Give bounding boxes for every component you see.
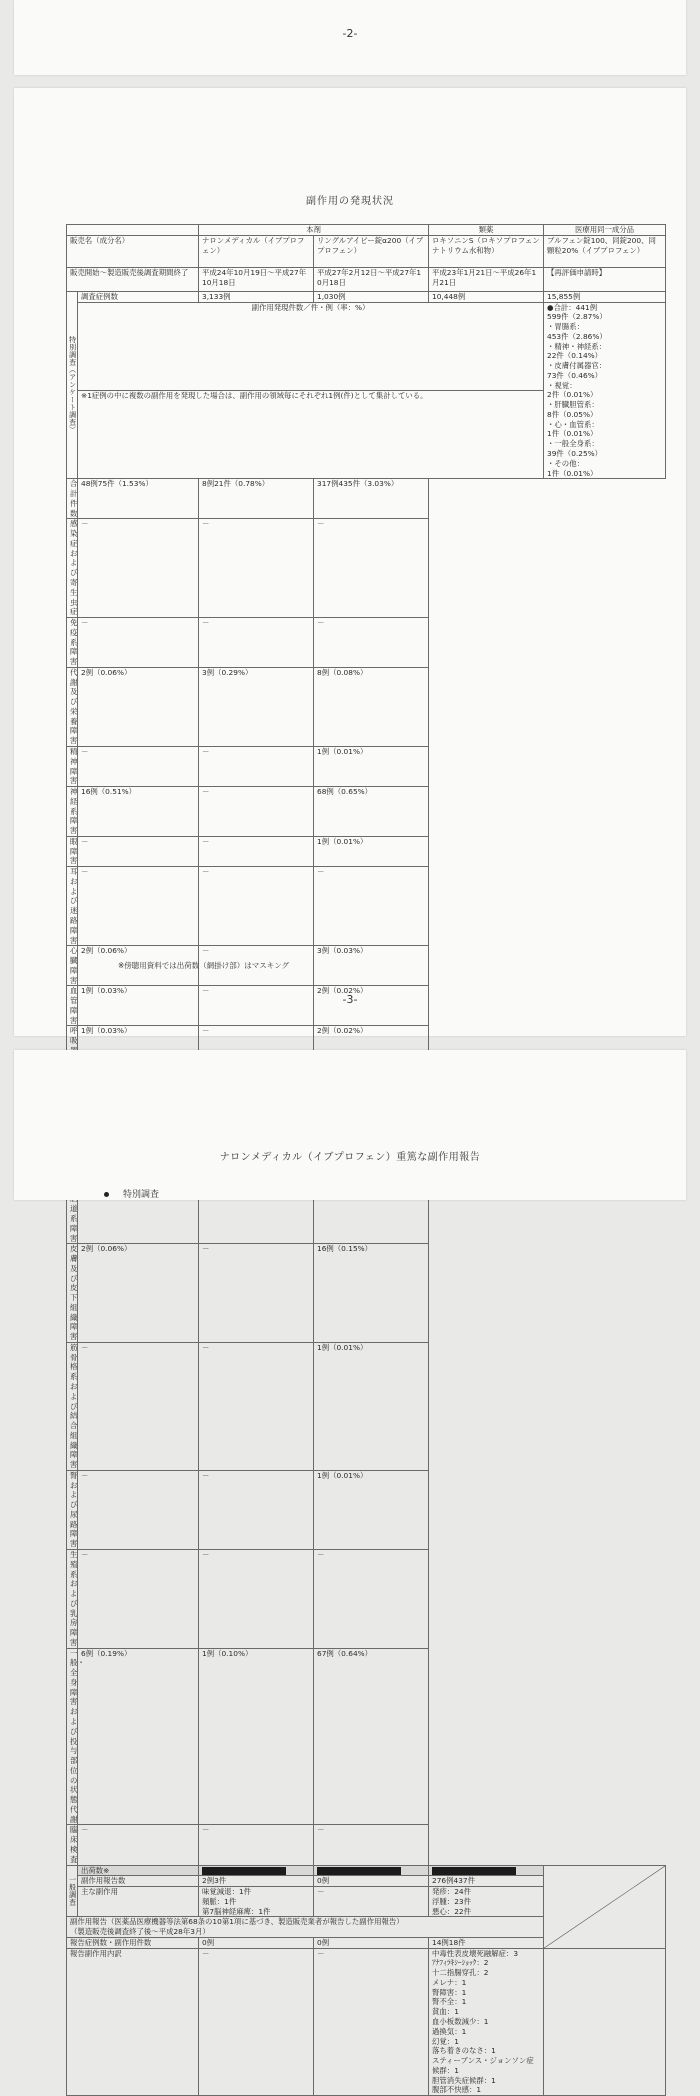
summary-line: 2件（0.01%） (547, 390, 598, 400)
tokubetsu-section-label: 特別調査（アンケート調査） (67, 291, 78, 479)
table-cell: 2例（0.02%） (314, 1026, 429, 1144)
table-cell: 67例（0.64%） (314, 1648, 429, 1825)
table-cell: 0例 (314, 1876, 429, 1887)
bullet-item (104, 1187, 159, 1200)
table-cell: － (78, 867, 199, 946)
table-cell: － (78, 519, 199, 618)
row-label: 腎および尿路障害 (67, 1470, 78, 1549)
bullet-text: 特別調査 (123, 1190, 160, 1200)
row-label: 神経系障害 (67, 787, 78, 837)
table-cell: － (199, 618, 314, 668)
summary-line: 39件（0.25%） (547, 449, 603, 459)
hatsugen-note: ※1症例の中に複数の副作用を発現した場合は、副作用の領域毎にそれぞれ1例(件)として集計している。 (78, 390, 544, 478)
table-cell: 2例（0.06%） (78, 667, 199, 746)
row-label: 代謝及び栄養障害 (67, 667, 78, 746)
table-cell: 平成23年1月21日～平成26年1月21日 (429, 267, 544, 291)
table-cell: 3,133例 (199, 291, 314, 302)
row-label: 耳および迷路障害 (67, 867, 78, 946)
summary-line: ・皮膚付属器官： (547, 361, 607, 371)
row-label: 筋骨格系および結合組織障害 (67, 1342, 78, 1470)
table-cell: 1例（0.03%） (78, 986, 199, 1026)
table-cell: 平成24年10月19日～平成27年10月18日 (199, 267, 314, 291)
table-row (67, 302, 666, 390)
table-cell: 3例（0.29%） (199, 667, 314, 746)
table-row (67, 867, 666, 946)
douitsu-summary (544, 302, 666, 479)
row-label: 副作用報告数 (78, 1876, 199, 1887)
header-ruiyaku: 類薬 (429, 225, 544, 236)
summary-line: ・胃腸系： (547, 322, 584, 332)
row-label: 販売名（成分名） (67, 235, 199, 267)
table-row (67, 1550, 666, 1649)
table-row (67, 746, 666, 786)
table-cell: 14例18件 (429, 1937, 544, 1948)
table-cell: 16例（0.15%） (314, 1244, 429, 1343)
table-cell: ロキソニンS（ロキソプロフェンナトリウム水和物） (429, 235, 544, 267)
table-cell: － (199, 787, 314, 837)
table-row (67, 618, 666, 668)
table-cell: 276例437件 (429, 1876, 544, 1887)
table-cell: － (78, 1470, 199, 1549)
table-cell: 10,448例 (429, 291, 544, 302)
summary-line: ・肝臓胆管系： (547, 400, 599, 410)
table-row (67, 1470, 666, 1549)
table-cell: － (199, 1948, 314, 2095)
table-cell: － (199, 1825, 314, 1865)
table-row (67, 836, 666, 866)
summary-line: ・その他： (547, 458, 584, 468)
hatsugen-header: 副作用発現件数／件・例（率：%） (78, 302, 544, 390)
table-cell: － (199, 986, 314, 1026)
table-cell: － (78, 1825, 199, 1865)
summary-line: ●合計：441例 (547, 302, 598, 312)
table-cell: － (78, 836, 199, 866)
table-cell: 0例 (199, 1937, 314, 1948)
row-label: 報告症例数・副作用件数 (67, 1937, 199, 1948)
table-cell: 8例（0.08%） (314, 667, 429, 746)
table-cell: － (314, 867, 429, 946)
table-cell: － (314, 1948, 429, 2095)
table-cell: 2例（0.02%） (314, 986, 429, 1026)
table-cell: 48例75件（1.53%） (78, 479, 199, 519)
summary-line: 599件（2.87%） (547, 312, 607, 322)
table-cell: － (314, 1550, 429, 1649)
bullet-icon (104, 1192, 109, 1197)
table-cell: 68例（0.65%） (314, 787, 429, 837)
row-label: 出荷数※ (78, 1865, 199, 1876)
table-cell: ナロンメディカル（イブプロフェン） (199, 235, 314, 267)
row-label: 道系障害 (67, 1184, 78, 1244)
table-row (67, 519, 666, 618)
row-label: 調査症例数 (78, 291, 199, 302)
table-cell: 1例（0.01%） (314, 1470, 429, 1549)
ippan-section-label: 一般調査 (67, 1865, 78, 1917)
table-cell: － (78, 746, 199, 786)
table-cell: － (199, 1470, 314, 1549)
summary-line: ・視覚： (547, 380, 577, 390)
row-label: 皮膚及び皮下組織障害 (67, 1244, 78, 1343)
page-number: -2- (342, 27, 358, 40)
row-label: 報告副作用内訳 (67, 1948, 199, 2095)
summary-line: 453件（2.86%） (547, 331, 607, 341)
masked-cell (314, 1865, 429, 1876)
table-cell: － (199, 1026, 314, 1144)
page-number: -3- (342, 993, 358, 1006)
table-cell: 1例（0.03%） (78, 1026, 199, 1144)
table-cell: － (199, 1342, 314, 1470)
masked-cell (429, 1865, 544, 1876)
summary-line: ・一般全身系： (547, 439, 599, 449)
table-cell: － (199, 867, 314, 946)
table-row (67, 1825, 666, 1865)
row-label: 血管障害 (67, 986, 78, 1026)
table-cell: － (314, 1825, 429, 1865)
row-label: 心臓障害 (67, 946, 78, 986)
table-row (67, 479, 666, 519)
summary-line: 1件（0.01%） (547, 429, 598, 439)
summary-line: 8件（0.05%） (547, 409, 598, 419)
table-cell: 2例3件 (199, 1876, 314, 1887)
table-cell: 発疹：24件 浮腫：23件 悪心：22件 (429, 1887, 544, 1917)
table-cell: － (314, 618, 429, 668)
table-row (67, 1865, 666, 1876)
table-cell: 6例（0.19%） (78, 1648, 199, 1825)
table-cell: 1例（0.01%） (314, 746, 429, 786)
diagonal-line (544, 1866, 665, 1948)
table-row (67, 667, 666, 746)
masked-cell (199, 1865, 314, 1876)
table-cell: 3例（0.03%） (314, 946, 429, 986)
table-cell: 2例（0.06%） (78, 946, 199, 986)
table-cell: 1例（0.01%） (314, 836, 429, 866)
table-cell: － (314, 519, 429, 618)
table-row (67, 267, 666, 291)
table-cell: 2例（0.06%） (78, 1244, 199, 1343)
table-cell: － (199, 519, 314, 618)
table-cell: 【再評価申請時】 (544, 267, 666, 291)
empty-cell (544, 1948, 666, 2095)
page-4 (14, 1050, 686, 1200)
table-cell: 平成27年2月12日～平成27年10月18日 (314, 267, 429, 291)
summary-line: 1件（0.01%） (547, 468, 598, 478)
table-cell: － (199, 746, 314, 786)
table-row (67, 787, 666, 837)
header-douitsu: 医療用同一成分品 (544, 225, 666, 236)
table-cell: ブルフェン錠100、同錠200、同顆粒20%（イブプロフェン） (544, 235, 666, 267)
table-cell: － (199, 1244, 314, 1343)
table-cell: リングルアイビー錠α200（イブプロフェン） (314, 235, 429, 267)
table-cell: 1,030例 (314, 291, 429, 302)
table-cell: 中毒性表皮壊死融解症：3 ｱﾅﾌｨﾗｷｼｰｼｮｯｸ：2 十二指腸穿孔：2 メレナ：1 腎障害：1 腎不全：1 貧血：1 血小板数減少：1 過換気：1 幻覚：1 落ち着きのなさ：1 スティーブンス・ジョンソン症候群：1 胆管消失症候群：1 腹部不快感：1 (429, 1948, 544, 2095)
row-label: 感染症および寄生虫症 (67, 519, 78, 618)
table-cell: 1例（0.01%） (314, 1342, 429, 1470)
table-cell: 8例21件（0.78%） (199, 479, 314, 519)
page-2 (14, 0, 686, 75)
table-cell: － (199, 1550, 314, 1649)
row-label: 一般・全身障害および投与部位の状態代謝 (67, 1648, 78, 1825)
hokoku-header: 副作用報告（医薬品医療機器等法第68条の10第1項に基づき、製造販売業者が報告した副作用報告） （製造販売後調査終了後～平成28年3月） (67, 1917, 544, 1938)
table-cell: 317例435件（3.03%） (314, 479, 429, 519)
empty-diagonal-cell (544, 1865, 666, 1948)
summary-line: ・精神・神経系： (547, 341, 607, 351)
summary-line: 22件（0.14%） (547, 351, 603, 361)
table-row (67, 1948, 666, 2095)
row-label: 呼吸 (67, 1026, 78, 1144)
table-row (67, 1244, 666, 1343)
row-label: 主な副作用 (78, 1887, 199, 1917)
table-cell: 1例（0.10%） (199, 1648, 314, 1825)
table-row (67, 1648, 666, 1825)
table-cell: － (78, 618, 199, 668)
summary-line: 73件（0.46%） (547, 370, 603, 380)
table-cell: 15,855例 (544, 291, 666, 302)
table-cell: 味覚減退：1件 頻脈：1件 第7脳神経麻痺：1件 (199, 1887, 314, 1917)
row-label: 精神障害 (67, 746, 78, 786)
row-label: 合計件数 (67, 479, 78, 519)
table-row (67, 235, 666, 267)
table-header-row (67, 225, 666, 236)
table-row (67, 291, 666, 302)
section-title: ナロンメディカル（イブプロフェン）重篤な副作用報告 (219, 1152, 481, 1163)
table-cell: － (78, 1342, 199, 1470)
table-cell: － (314, 1887, 429, 1917)
summary-line: ・心・血管系： (547, 419, 599, 429)
masking-footnote: ※傍聴用資料では出荷数（網掛け部）はマスキング (118, 961, 290, 970)
table-cell: 16例（0.51%） (78, 787, 199, 837)
table-row (67, 1342, 666, 1470)
row-label: 販売開始～製造販売後調査期間終了 (67, 267, 199, 291)
table-cell: － (199, 836, 314, 866)
row-label: 免疫系障害 (67, 618, 78, 668)
table-cell: － (199, 946, 314, 986)
row-label: 生殖系および乳房障害 (67, 1550, 78, 1649)
header-honzai: 本剤 (199, 225, 429, 236)
row-label: 眼障害 (67, 836, 78, 866)
table-cell: － (78, 1550, 199, 1649)
document-title: 副作用の発現状況 (306, 196, 394, 207)
table-cell: 0例 (314, 1937, 429, 1948)
row-label: 臨床検査 (67, 1825, 78, 1865)
